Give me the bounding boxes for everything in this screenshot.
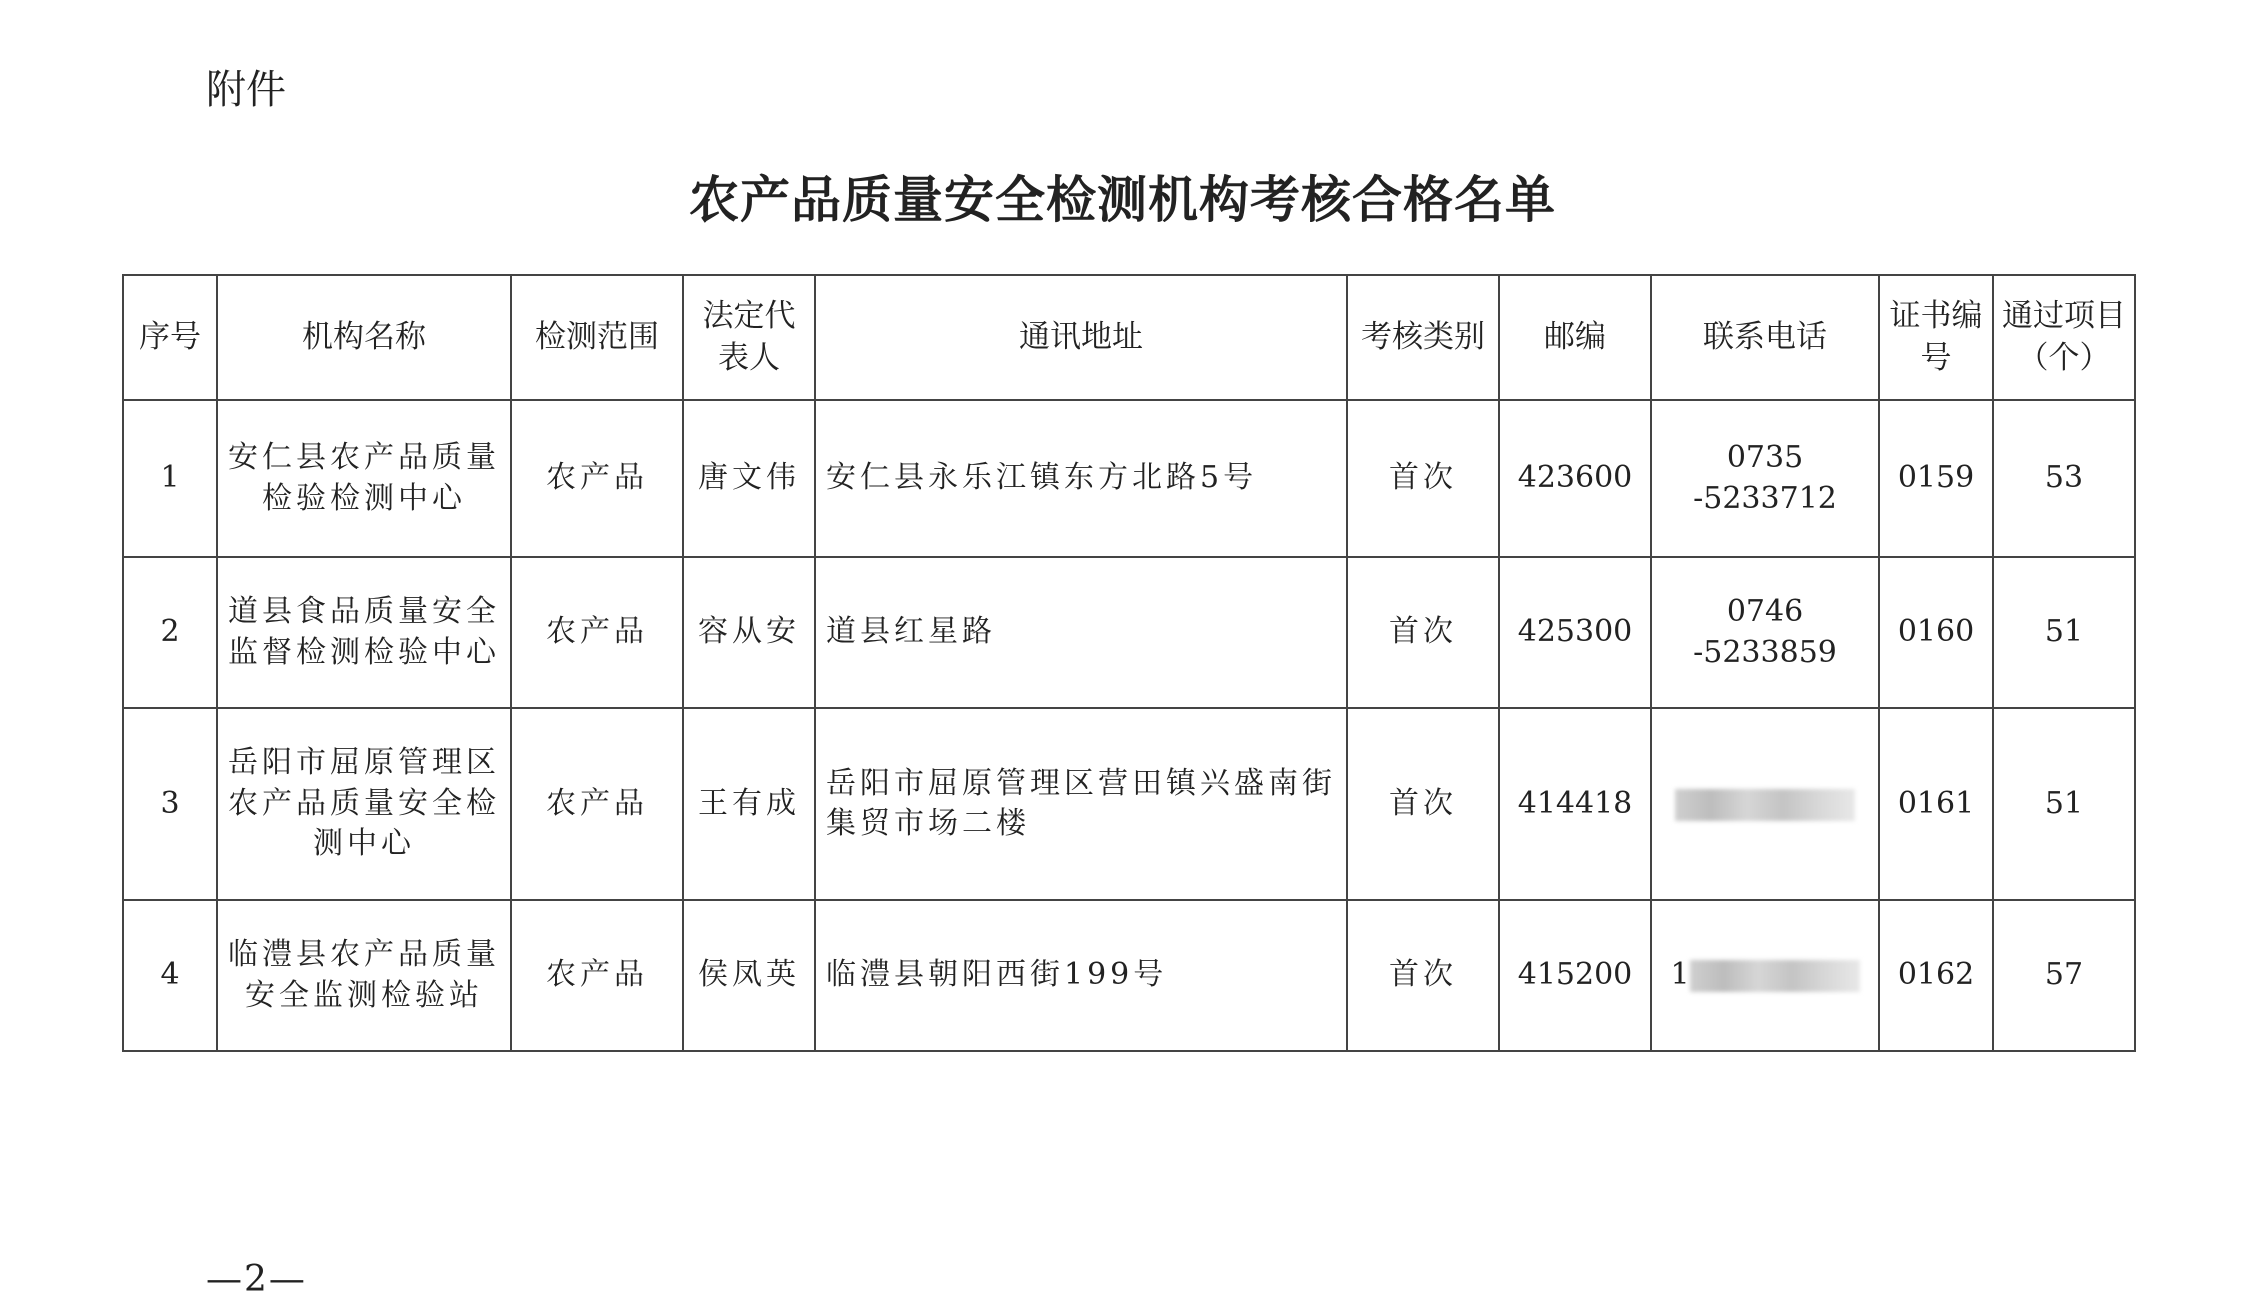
cell-org-name: 岳阳市屈原管理区农产品质量安全检测中心 [217, 708, 511, 900]
table-header-row [123, 275, 2135, 400]
cell-org-name: 道县食品质量安全监督检测检验中心 [217, 557, 511, 708]
cell-legal-rep: 侯凤英 [683, 900, 815, 1051]
col-header-zip: 邮编 [1499, 275, 1651, 400]
cell-zip: 414418 [1499, 708, 1651, 900]
col-header-cert-no: 证书编号 [1879, 275, 1993, 400]
cell-phone: 0746 -5233859 [1651, 557, 1879, 708]
cell-org-name: 安仁县农产品质量检验检测中心 [217, 400, 511, 557]
cell-index: 4 [123, 900, 217, 1051]
cell-assessment-type: 首次 [1347, 400, 1499, 557]
col-header-items-passed: 通过项目（个） [1993, 275, 2135, 400]
phone-prefix: 1 [1670, 957, 1690, 993]
cell-items-passed: 51 [1993, 708, 2135, 900]
cell-cert-no: 0161 [1879, 708, 1993, 900]
cell-phone: 0735 -5233712 [1651, 400, 1879, 557]
col-header-assessment-type: 考核类别 [1347, 275, 1499, 400]
cell-scope: 农产品 [511, 557, 683, 708]
col-header-legal-rep: 法定代表人 [683, 275, 815, 400]
table-row [123, 557, 2135, 708]
cell-items-passed: 57 [1993, 900, 2135, 1051]
cell-index: 1 [123, 400, 217, 557]
cell-legal-rep: 王有成 [683, 708, 815, 900]
cell-scope: 农产品 [511, 400, 683, 557]
qualified-institutions-table [122, 274, 2136, 1052]
col-header-index: 序号 [123, 275, 217, 400]
cell-zip: 425300 [1499, 557, 1651, 708]
cell-phone-redacted [1651, 708, 1879, 900]
attachment-label: 附件 [206, 67, 286, 113]
cell-address: 道县红星路 [815, 557, 1347, 708]
cell-zip: 415200 [1499, 900, 1651, 1051]
cell-assessment-type: 首次 [1347, 708, 1499, 900]
cell-cert-no: 0162 [1879, 900, 1993, 1051]
cell-address: 岳阳市屈原管理区营田镇兴盛南街集贸市场二楼 [815, 708, 1347, 900]
cell-org-name: 临澧县农产品质量安全监测检验站 [217, 900, 511, 1051]
table-row [123, 400, 2135, 557]
cell-items-passed: 51 [1993, 557, 2135, 708]
table-row [123, 900, 2135, 1051]
cell-legal-rep: 唐文伟 [683, 400, 815, 557]
cell-index: 3 [123, 708, 217, 900]
table-row [123, 708, 2135, 900]
cell-assessment-type: 首次 [1347, 900, 1499, 1051]
cell-items-passed: 53 [1993, 400, 2135, 557]
col-header-address: 通讯地址 [815, 275, 1347, 400]
col-header-scope: 检测范围 [511, 275, 683, 400]
cell-legal-rep: 容从安 [683, 557, 815, 708]
cell-scope: 农产品 [511, 708, 683, 900]
cell-address: 安仁县永乐江镇东方北路5号 [815, 400, 1347, 557]
redacted-phone-blur [1675, 789, 1855, 821]
col-header-org-name: 机构名称 [217, 275, 511, 400]
cell-phone-redacted [1651, 900, 1879, 1051]
cell-cert-no: 0160 [1879, 557, 1993, 708]
col-header-phone: 联系电话 [1651, 275, 1879, 400]
cell-zip: 423600 [1499, 400, 1651, 557]
cell-cert-no: 0159 [1879, 400, 1993, 557]
redacted-phone-blur [1690, 960, 1860, 992]
cell-scope: 农产品 [511, 900, 683, 1051]
cell-assessment-type: 首次 [1347, 557, 1499, 708]
document-title: 农产品质量安全检测机构考核合格名单 [689, 170, 1556, 229]
page-number: —2— [206, 1259, 307, 1300]
cell-address: 临澧县朝阳西街199号 [815, 900, 1347, 1051]
cell-index: 2 [123, 557, 217, 708]
